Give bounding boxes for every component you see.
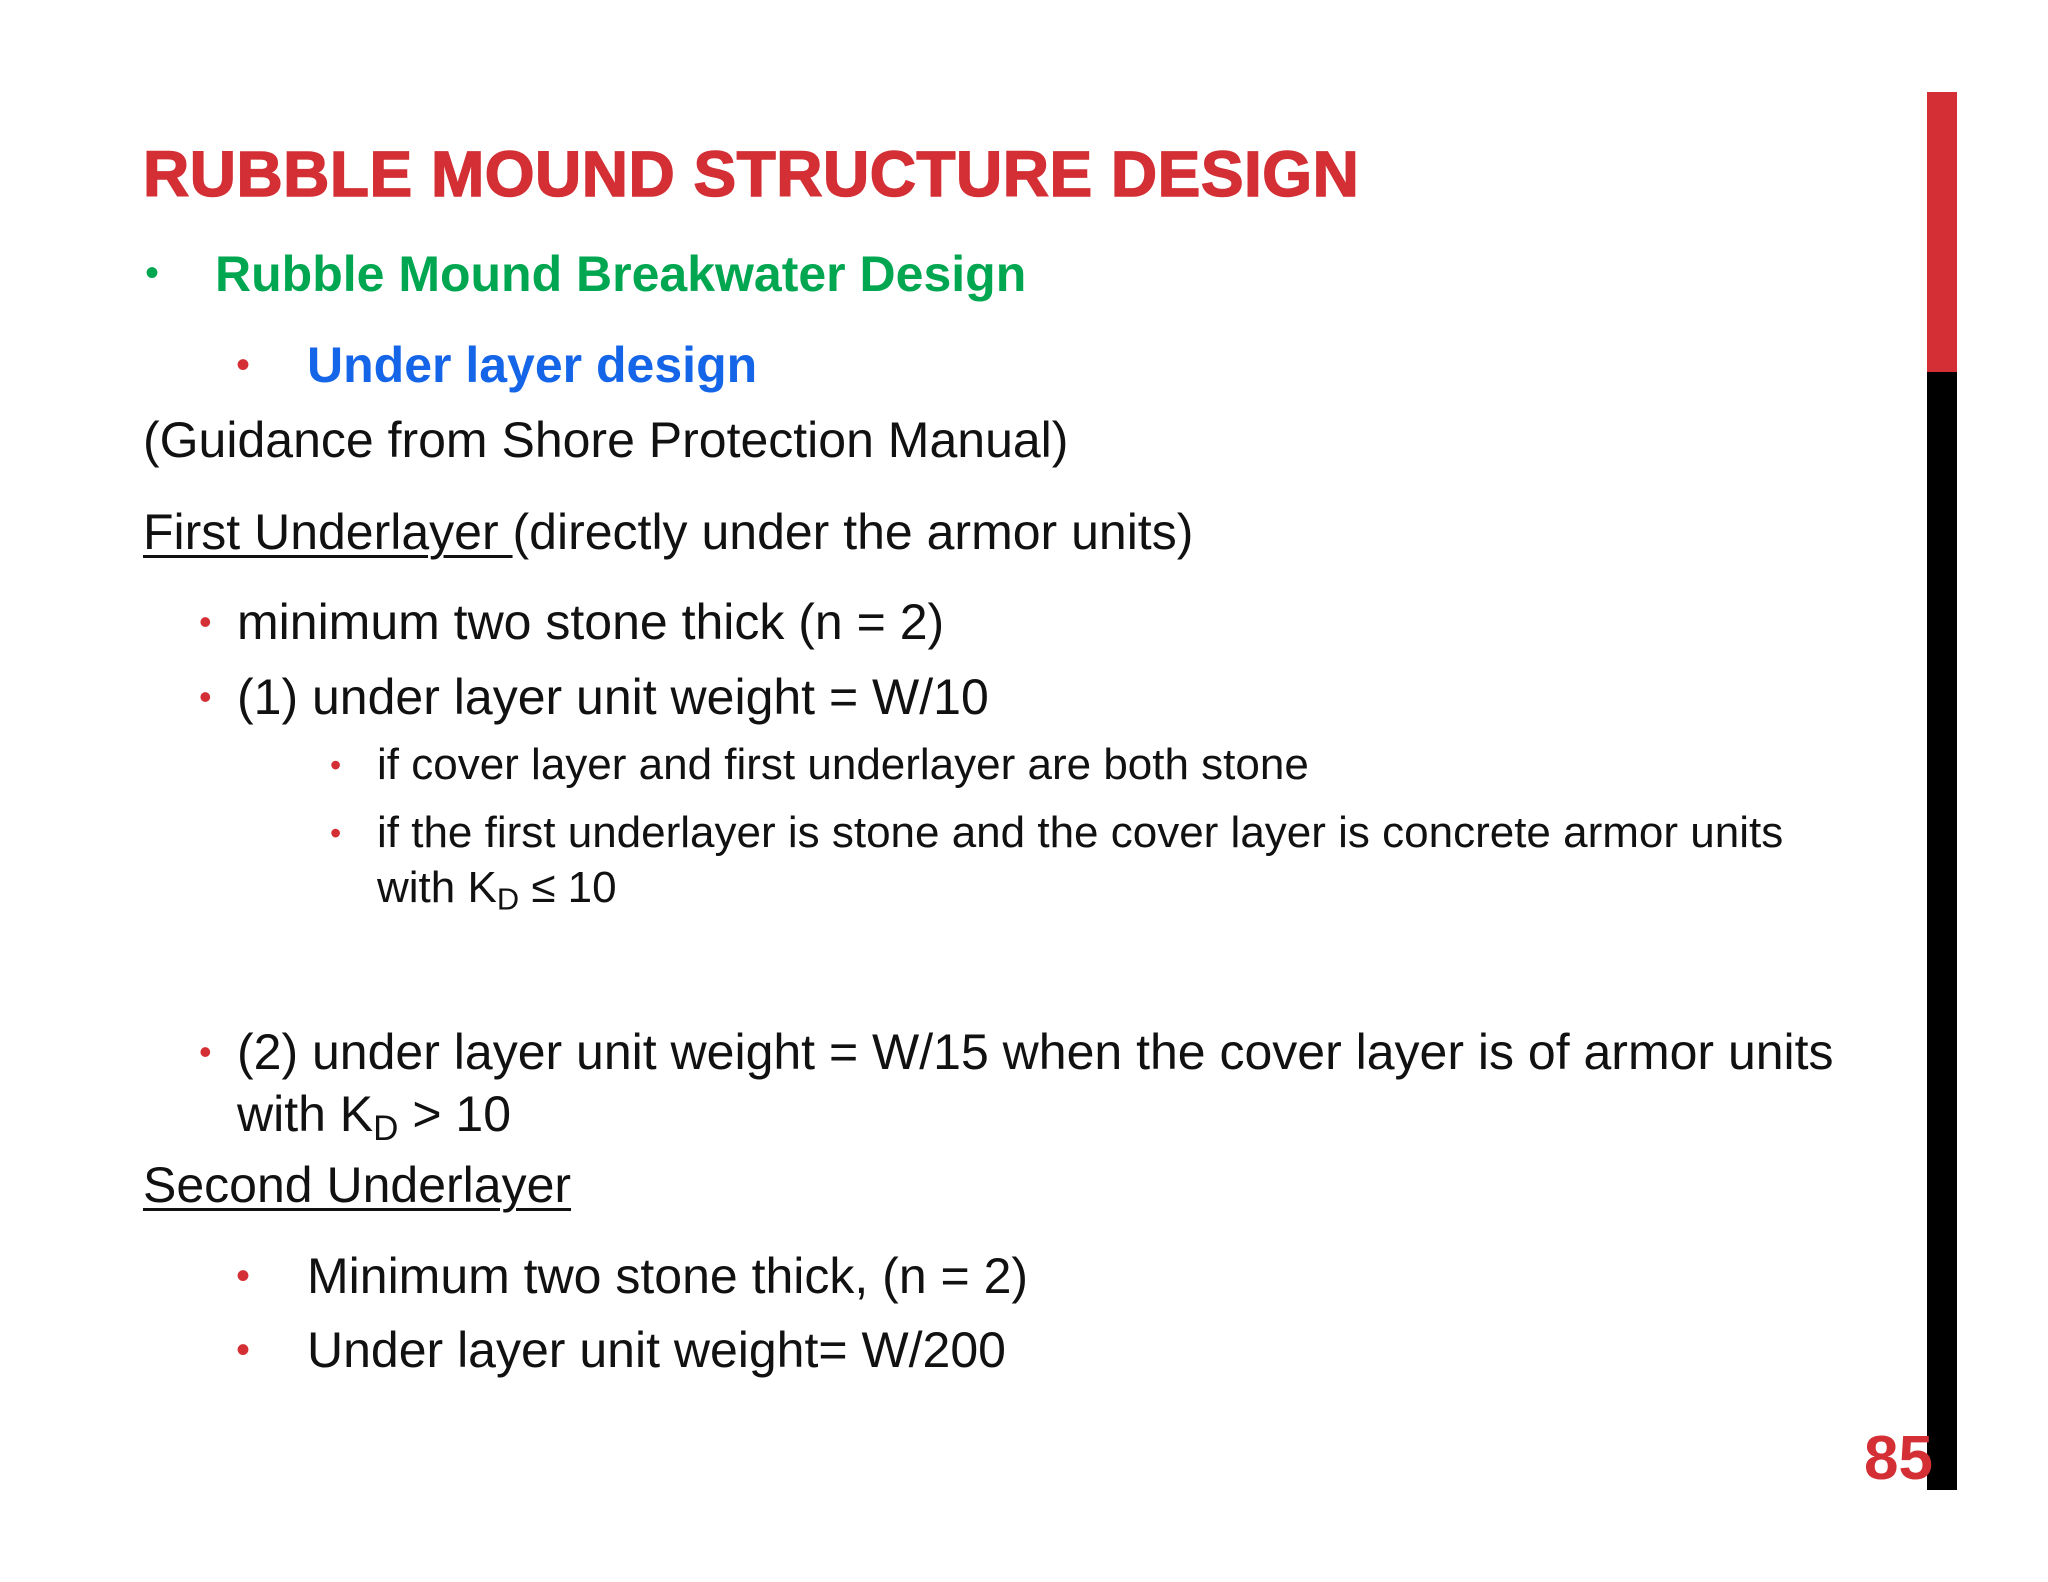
kd-subscript: D (373, 1108, 399, 1148)
guidance-text: (Guidance from Shore Protection Manual) (143, 412, 1069, 468)
bullet-icon: • (199, 601, 212, 642)
bullet-icon: • (199, 1031, 212, 1072)
side-bar-black (1927, 372, 1957, 1490)
first-underlayer-title: First Underlayer (143, 504, 513, 560)
first-underlayer-heading (143, 502, 1193, 562)
list-item: Minimum two stone thick, (n = 2) (307, 1248, 1029, 1304)
bullet-icon: • (145, 251, 160, 295)
second-underlayer-title: Second Underlayer (143, 1157, 572, 1213)
bullet-icon: • (199, 676, 212, 717)
kd-prefix: with K (377, 863, 497, 912)
list-item-continuation (237, 1084, 512, 1148)
kd-suffix: > 10 (398, 1086, 512, 1142)
list-item: minimum two stone thick (n = 2) (237, 594, 945, 650)
bullet-icon: • (330, 815, 342, 851)
kd-suffix: ≤ 10 (531, 863, 617, 912)
list-subitem: if the first underlayer is stone and the cover layer is concrete armor units (377, 808, 1784, 857)
section-heading: Rubble Mound Breakwater Design (215, 246, 1027, 302)
bullet-icon: • (236, 343, 251, 387)
list-subitem-continuation (377, 860, 617, 916)
bullet-icon: • (330, 747, 342, 783)
list-subitem: if cover layer and first underlayer are both stone (377, 740, 1309, 789)
bullet-icon: • (236, 1328, 251, 1372)
list-item: Under layer unit weight= W/200 (307, 1322, 1006, 1378)
list-item: (1) under layer unit weight = W/10 (237, 669, 989, 725)
side-bar-red (1927, 92, 1957, 372)
kd-subscript: D (496, 881, 520, 917)
first-underlayer-note: (directly under the armor units) (512, 504, 1194, 560)
subsection-heading: Under layer design (307, 337, 758, 393)
kd-prefix: with K (237, 1086, 374, 1142)
page-number: 85 (1864, 1424, 1933, 1493)
second-underlayer-heading (143, 1155, 571, 1215)
slide-title: RUBBLE MOUND STRUCTURE DESIGN (143, 138, 1360, 210)
list-item: (2) under layer unit weight = W/15 when the cover layer is of armor units (237, 1024, 1834, 1080)
bullet-icon: • (236, 1254, 251, 1298)
